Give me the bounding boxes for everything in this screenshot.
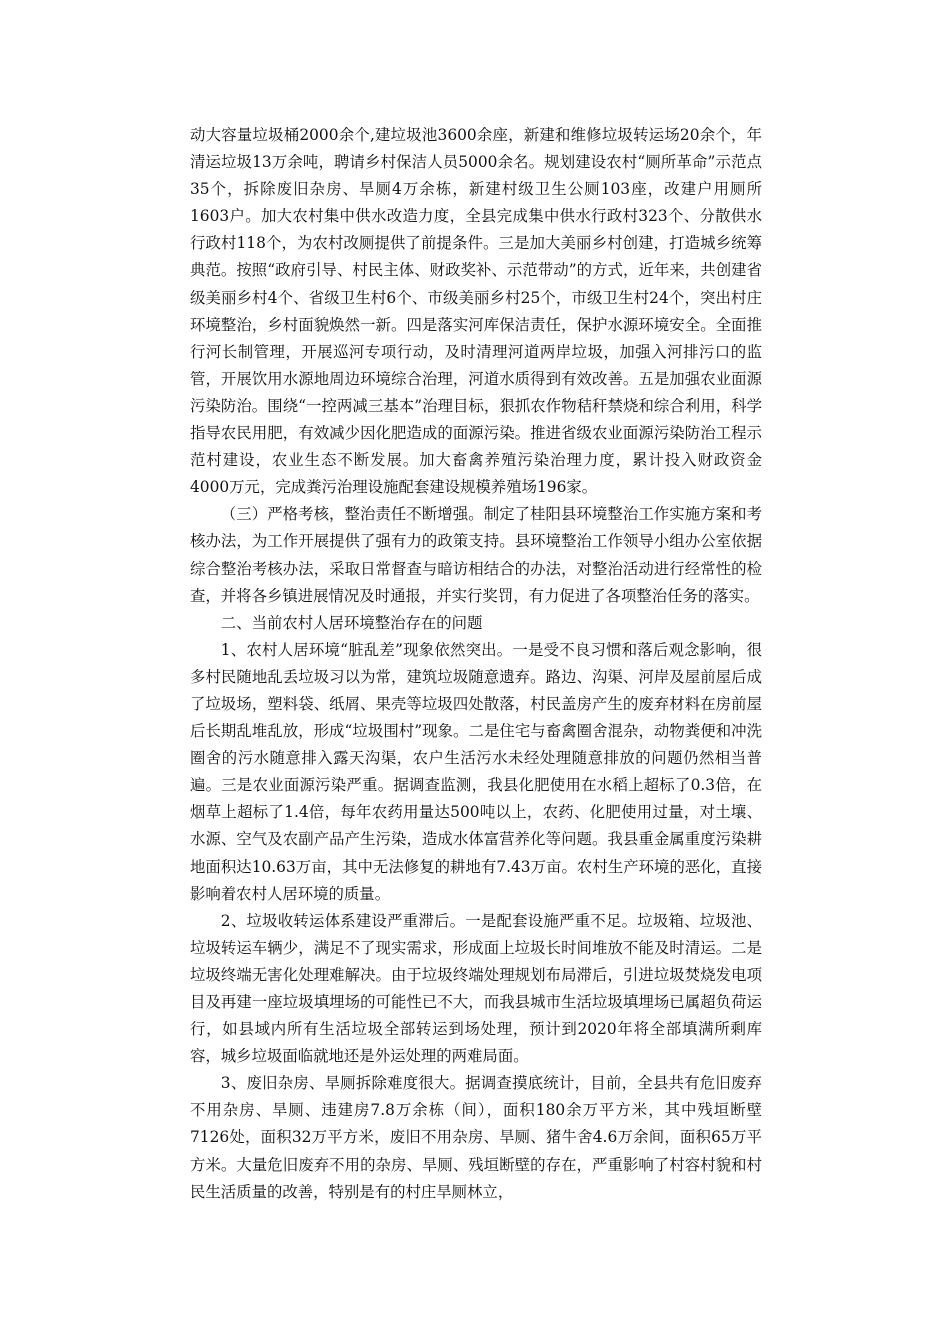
document-body [190, 122, 762, 1206]
paragraph-continuation: 动大容量垃圾桶2000余个,建垃圾池3600余座，新建和维修垃圾转运场20余个，年清运垃圾13万余吨，聘请乡村保洁人员5000余名。规划建设农村“厕所革命”示范点35个，拆除废旧杂房、旱厕4万余栋，新建村级卫生公厕103座，改建户用厕所1603户。加大农村集中供水改造力度，全县完成集中供水行政村323个、分散供水行政村118个，为农村改厕提供了前提条件。三是加大美丽乡村创建，打造城乡统筹典范。按照“政府引导、村民主体、财政奖补、示范带动”的方式，近年来，共创建省级美丽乡村4个、省级卫生村6个、市级美丽乡村25个，市级卫生村24个，突出村庄环境整治，乡村面貌焕然一新。四是落实河库保洁责任，保护水源环境安全。全面推行河长制管理，开展巡河专项行动，及时清理河道两岸垃圾，加强入河排污口的监管，开展饮用水源地周边环境综合治理，河道水质得到有效改善。五是加强农业面源污染防治。围绕“一控两减三基本”治理目标，狠抓农作物秸秆禁烧和综合利用，科学指导农民用肥，有效减少因化肥造成的面源污染。推进省级农业面源污染防治工程示范村建设，农业生态不断发展。加大畜禽养殖污染治理力度，累计投入财政资金4000万元，完成粪污治理设施配套建设规模养殖场196家。 [190, 126, 762, 497]
section-heading-problems: 二、当前农村人居环境整治存在的问题 [220, 613, 483, 632]
paragraph-problem-1: 1、农村人居环境“脏乱差”现象依然突出。一是受不良习惯和落后观念影响，很多村民随地乱丢垃圾习以为常，建筑垃圾随意遗弃。路边、沟渠、河岸及屋前屋后成了垃圾场，塑料袋、纸屑、果壳等垃圾四处散落，村民盖房产生的废弃材料在房前屋后长期乱堆乱放，形成“垃圾围村”现象。二是住宅与畜禽圈舍混杂，动物粪便和冲洗圈舍的污水随意排入露天沟渠，农户生活污水未经处理随意排放的问题仍然相当普遍。三是农业面源污染严重。据调查监测，我县化肥使用在水稻上超标了0.3倍，在烟草上超标了1.4倍，每年农药用量达500吨以上，农药、化肥使用过量，对土壤、水源、空气及农副产品产生污染，造成水体富营养化等问题。我县重金属重度污染耕地面积达10.63万亩，其中无法修复的耕地有7.43万亩。农村生产环境的恶化，直接影响着农村人居环境的质量。 [190, 640, 762, 903]
paragraph-problem-2: 2、垃圾收转运体系建设严重滞后。一是配套设施严重不足。垃圾箱、垃圾池、垃圾转运车辆少，满足不了现实需求，形成面上垃圾长时间堆放不能及时清运。二是垃圾终端无害化处理难解决。由于垃圾终端处理规划布局滞后，引进垃圾焚烧发电项目及再建一座垃圾填埋场的可能性已不大，而我县城市生活垃圾填埋场已属超负荷运行，如县域内所有生活垃圾全部转运到场处理，预计到2020年将全部填满所剩库容，城乡垃圾面临就地还是外运处理的两难局面。 [190, 911, 762, 1066]
paragraph-problem-3: 3、废旧杂房、旱厕拆除难度很大。据调查摸底统计，目前，全县共有危旧废弃不用杂房、旱厕、违建房7.8万余栋（间），面积180余万平方米，其中残垣断壁7126处，面积32万平方米，废旧不用杂房、旱厕、猪牛舍4.6万余间，面积65万平方米。大量危旧废弃不用的杂房、旱厕、残垣断壁的存在，严重影响了村容村貌和村民生活质量的改善，特别是有的村庄旱厕林立， [190, 1074, 762, 1201]
paragraph-assessment: （三）严格考核，整治责任不断增强。制定了桂阳县环境整治工作实施方案和考核办法，为工作开展提供了强有力的政策支持。县环境整治工作领导小组办公室依据综合整治考核办法，采取日常督查与暗访相结合的办法，对整治活动进行经常性的检查，并将各乡镇进展情况及时通报，并实行奖罚，有力促进了各项整治任务的落实。 [190, 505, 762, 605]
